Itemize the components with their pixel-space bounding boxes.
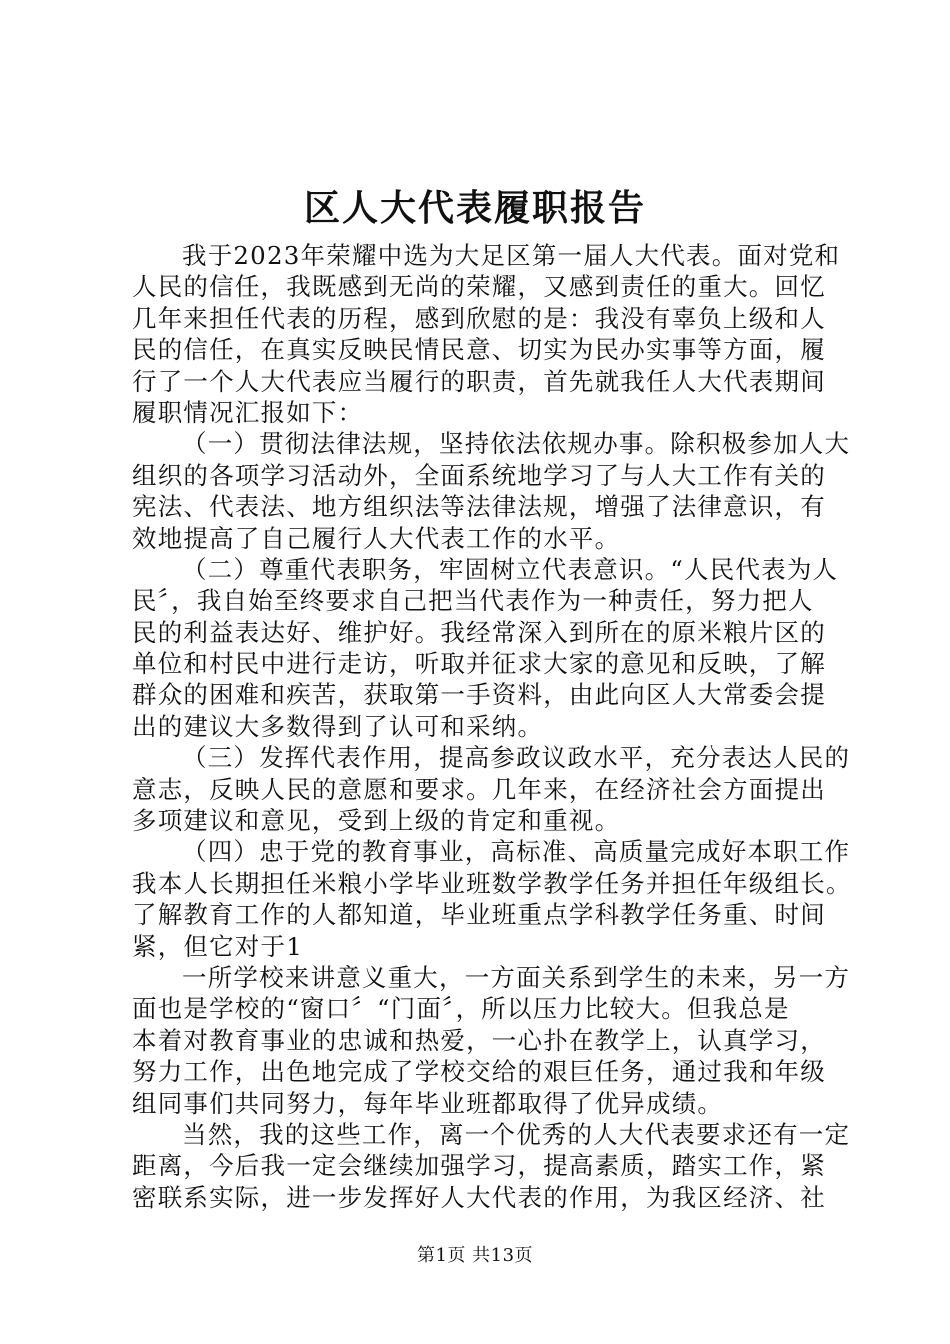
- body-line: 民的利益表达好、维护好。我经常深入到所在的原米粮片区的: [132, 617, 826, 647]
- document-title: 区人大代表履职报告: [303, 187, 646, 229]
- body-line: 单位和村民中进行走访，听取并征求大家的意见和反映，了解: [132, 649, 826, 679]
- body-line: 履职情况汇报如下：: [132, 397, 364, 427]
- body-line: 了解教育工作的人都知道，毕业班重点学科教学任务重、时间: [132, 900, 826, 930]
- body-line: 出的建议大多数得到了认可和采纳。: [132, 711, 544, 741]
- body-line: 群众的困难和疾苦，获取第一手资料，由此向区人大常委会提: [132, 680, 826, 710]
- body-line: 一所学校来讲意义重大，一方面关系到学生的未来，另一方: [182, 962, 851, 992]
- body-line: 距离，今后我一定会继续加强学习，提高素质，踏实工作，紧: [132, 1151, 826, 1181]
- page-footer: 第1页 共13页: [416, 1245, 534, 1266]
- body-line: 意志，反映人民的意愿和要求。几年来，在经济社会方面提出: [132, 774, 826, 804]
- body-line: （二）尊重代表职务，牢固树立代表意识。“人民代表为人: [182, 554, 839, 584]
- body-line: 民〞，我自始至终要求自己把当代表作为一种责任，努力把人: [132, 586, 814, 616]
- body-line: 面也是学校的“窗口〞“门面〞，所以压力比较大。但我总是: [132, 994, 790, 1024]
- body-line: 行了一个人大代表应当履行的职责，首先就我任人大代表期间: [132, 366, 826, 396]
- body-line: 几年来担任代表的历程，感到欣慰的是：我没有辜负上级和人: [132, 303, 826, 333]
- body-line: 民的信任，在真实反映民情民意、切实为民办实事等方面，履: [132, 335, 826, 365]
- body-line: 人民的信任，我既感到无尚的荣耀，又感到责任的重大。回忆: [132, 272, 826, 302]
- body-line: （一）贯彻法律法规，坚持依法依规办事。除积极参加人大: [182, 429, 851, 459]
- body-line: 多项建议和意见，受到上级的肯定和重视。: [132, 806, 621, 836]
- body-line: 组同事们共同努力，每年毕业班都取得了优异成绩。: [132, 1088, 724, 1118]
- body-line: （四）忠于党的教育事业，高标准、高质量完成好本职工作: [182, 837, 851, 867]
- body-line: 努力工作，出色地完成了学校交给的艰巨任务，通过我和年级: [132, 1057, 826, 1087]
- body-line: 宪法、代表法、地方组织法等法律法规，增强了法律意识，有: [132, 492, 826, 522]
- body-line: 组织的各项学习活动外，全面系统地学习了与人大工作有关的: [132, 460, 826, 490]
- body-line: 紧，但它对于1: [132, 931, 303, 961]
- body-line: 我于2023年荣耀中选为大足区第一届人大代表。面对党和: [182, 241, 841, 270]
- body-line: 效地提高了自己履行人大代表工作的水平。: [132, 523, 621, 553]
- document-body: [132, 240, 852, 1213]
- body-line: 我本人长期担任米粮小学毕业班数学教学任务并担任年级组长。: [132, 868, 852, 898]
- body-line: 密联系实际，进一步发挥好人大代表的作用，为我区经济、社: [132, 1182, 826, 1212]
- body-line: （三）发挥代表作用，提高参政议政水平，充分表达人民的: [182, 743, 851, 773]
- body-line: 当然，我的这些工作，离一个优秀的人大代表要求还有一定: [182, 1119, 851, 1149]
- body-line: 本着对教育事业的忠诚和热爱，一心扑在教学上，认真学习，: [132, 1025, 826, 1055]
